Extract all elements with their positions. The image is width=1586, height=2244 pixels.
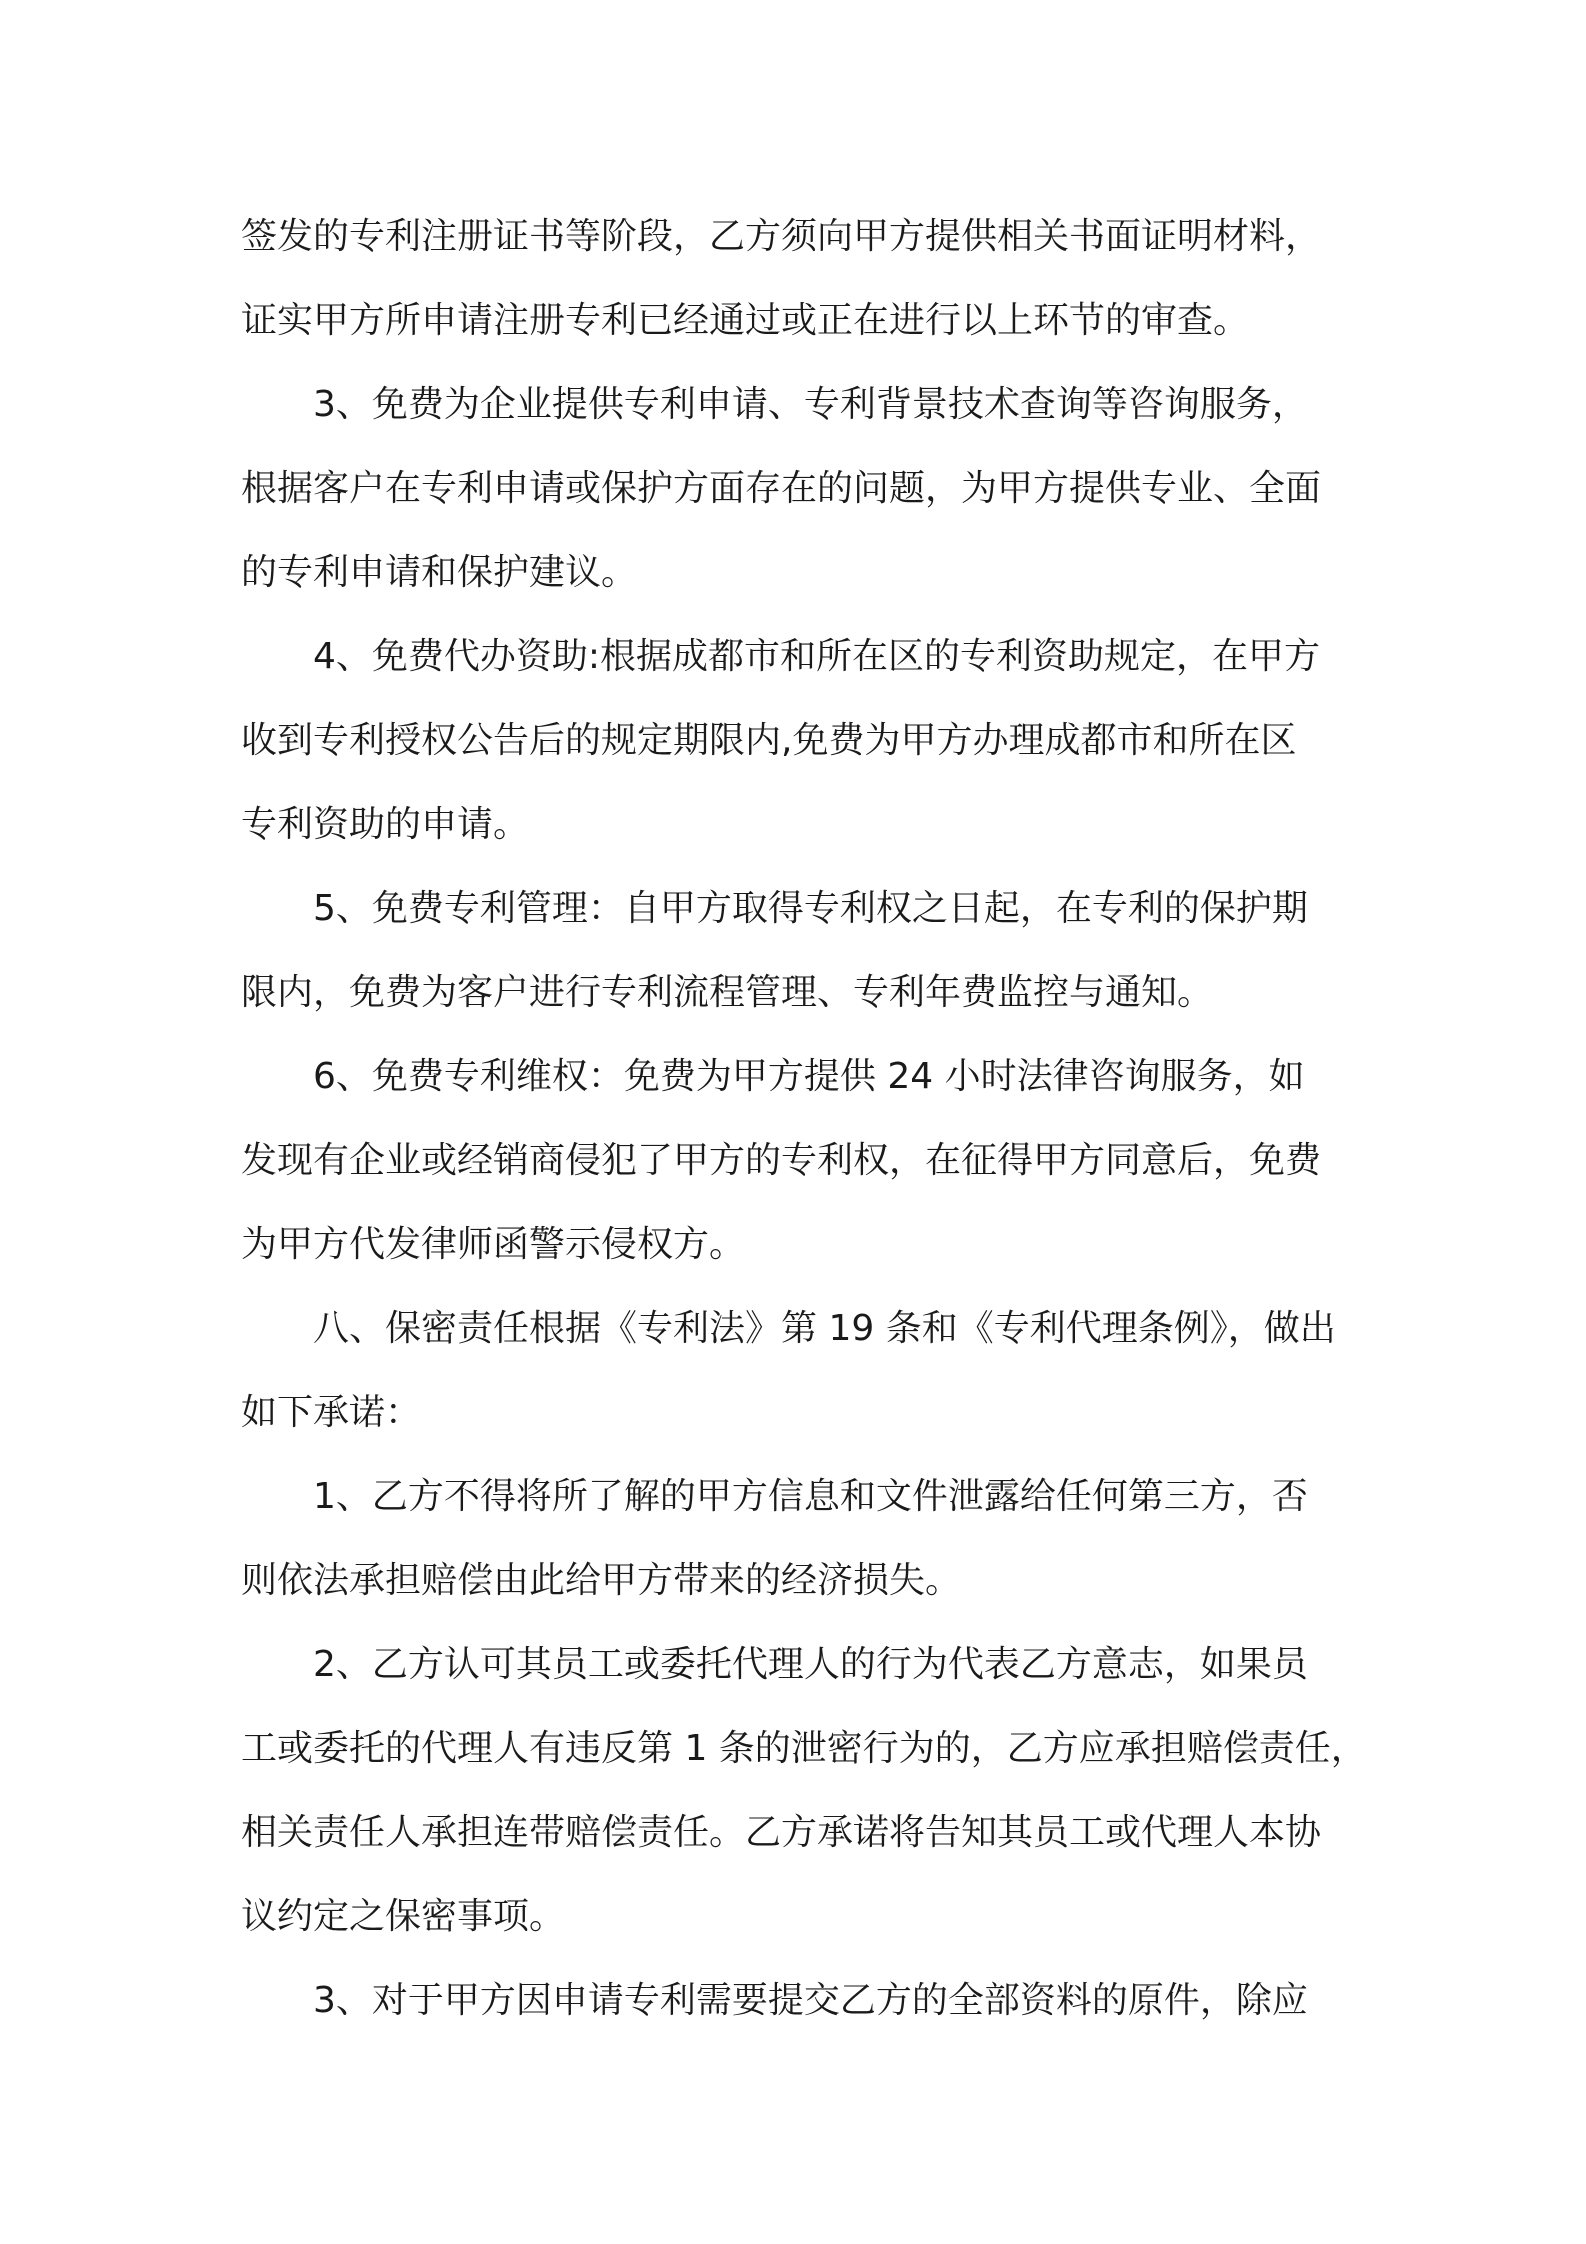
text-line: 6、免费专利维权：免费为甲方提供 24 小时法律咨询服务，如 [313, 1056, 1305, 1097]
text-line: 则依法承担赔偿由此给甲方带来的经济损失。 [241, 1560, 962, 1601]
text-line: 工或委托的代理人有违反第 1 条的泄密行为的，乙方应承担赔偿责任， [241, 1728, 1367, 1769]
text-line: 议约定之保密事项。 [241, 1896, 566, 1937]
text-line: 4、免费代办资助:根据成都市和所在区的专利资助规定，在甲方 [313, 636, 1321, 677]
text-line: 限内，免费为客户进行专利流程管理、专利年费监控与通知。 [241, 972, 1214, 1013]
text-line: 如下承诺： [241, 1392, 422, 1433]
text-line: 八、保密责任根据《专利法》第 19 条和《专利代理条例》，做出 [313, 1308, 1336, 1349]
text-line: 3、对于甲方因申请专利需要提交乙方的全部资料的原件，除应 [313, 1980, 1308, 2021]
text-line: 5、免费专利管理：自甲方取得专利权之日起，在专利的保护期 [313, 888, 1308, 929]
text-line: 证实甲方所申请注册专利已经通过或正在进行以上环节的审查。 [241, 300, 1250, 341]
text-line: 为甲方代发律师函警示侵权方。 [241, 1224, 746, 1265]
text-line: 3、免费为企业提供专利申请、专利背景技术查询等咨询服务， [313, 384, 1308, 425]
text-line: 的专利申请和保护建议。 [241, 552, 638, 593]
text-line: 专利资助的申请。 [241, 804, 530, 845]
text-line: 签发的专利注册证书等阶段，乙方须向甲方提供相关书面证明材料， [241, 216, 1322, 257]
text-line: 1、乙方不得将所了解的甲方信息和文件泄露给任何第三方，否 [313, 1476, 1308, 1517]
text-line: 收到专利授权公告后的规定期限内,免费为甲方办理成都市和所在区 [241, 720, 1297, 761]
document-body [241, 195, 1367, 2043]
text-line: 相关责任人承担连带赔偿责任。乙方承诺将告知其员工或代理人本协 [241, 1812, 1322, 1853]
text-line: 根据客户在专利申请或保护方面存在的问题，为甲方提供专业、全面 [241, 468, 1322, 509]
text-line: 发现有企业或经销商侵犯了甲方的专利权，在征得甲方同意后，免费 [241, 1140, 1322, 1181]
text-line: 2、乙方认可其员工或委托代理人的行为代表乙方意志，如果员 [313, 1644, 1308, 1685]
